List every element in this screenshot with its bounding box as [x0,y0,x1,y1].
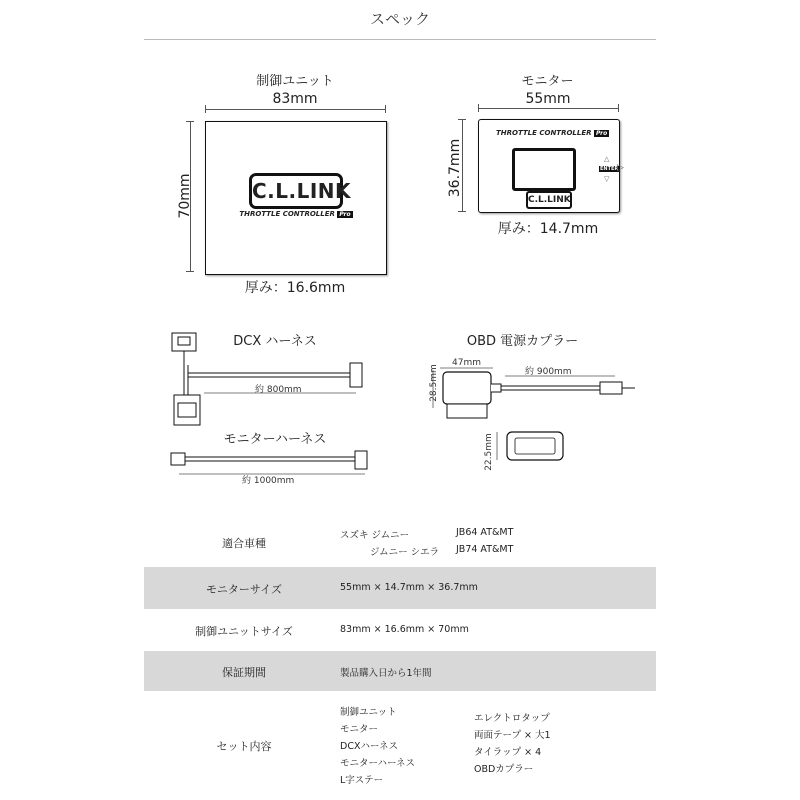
pro-badge: Pro [339,211,351,218]
control-unit-height: 70mm [177,173,193,219]
obd-width: 47mm [452,358,481,368]
control-unit-label: 制御ユニット [256,74,334,89]
monitor-box [478,119,624,213]
monitor-header [496,129,616,137]
dcx-harness-drawing [160,325,380,435]
obd-coupler-label: OBD 電源カプラー [466,334,579,349]
dcx-harness-label: DCX ハーネス [233,334,317,349]
obd-plug-height: 22.5mm [483,433,494,471]
spec-key: 制御ユニットサイズ [195,625,293,638]
contents-item: モニター [340,724,379,735]
cl-link-logo: C.L.LINK [249,173,343,209]
control-unit-width-line [205,109,386,110]
contents-item: モニターハーネス [340,758,416,769]
control-unit-thickness: 厚み：16.6mm [244,280,346,296]
monitor-width-line [478,108,619,109]
spec-key: 適合車種 [222,537,266,550]
vehicle-name: スズキ ジムニー [340,530,410,541]
spec-value: 83mm × 16.6mm × 70mm [340,624,469,635]
contents-item: L字ステー [340,775,384,786]
spec-row-vehicle [144,520,656,564]
spec-row-warranty [144,651,656,691]
down-arrow-icon: ▽ [604,175,610,183]
contents-item: 制御ユニット [340,707,397,718]
spec-row-unit-size [144,609,656,651]
control-unit-width: 83mm [272,91,318,107]
obd-length: 約 900mm [525,367,572,377]
spec-value: 55mm × 14.7mm × 36.7mm [340,582,478,593]
enter-button: ENTER [600,166,619,172]
dcx-harness-length: 約 800mm [255,385,302,395]
monitor-screen [512,148,576,191]
contents-item: タイラップ × 4 [474,747,542,758]
spec-key: 保証期間 [222,666,266,679]
spec-value: 製品購入日から1年間 [340,668,432,679]
title-divider [144,39,656,40]
monitor-width: 55mm [525,91,571,107]
vehicle-name: ジムニー シエラ [370,547,440,558]
vehicle-model: JB64 AT&MT [456,527,514,538]
monitor-harness-length: 約 1000mm [242,476,295,486]
monitor-harness-label: モニターハーネス [223,432,327,447]
contents-item: エレクトロタップ [474,713,550,724]
spec-row-contents [144,700,656,796]
spec-key: セット内容 [216,740,272,753]
monitor-pro-badge: Pro [595,130,608,137]
spec-row-monitor-size [144,567,656,609]
monitor-thickness: 厚み：14.7mm [497,221,599,237]
sub-logo-text: THROTTLE CONTROLLER [239,210,335,218]
sub-logo [236,210,356,218]
side-arrow-icon: ▷ [617,163,624,173]
control-unit-box [205,121,387,275]
up-arrow-icon: △ [604,155,610,163]
page-title: スペック [369,10,430,28]
monitor-cl-link-logo: C.L.LINK [526,191,572,209]
monitor-label: モニター [521,74,574,89]
spec-key: モニターサイズ [205,583,283,596]
vehicle-model: JB74 AT&MT [456,544,514,555]
contents-item: OBDカプラー [474,764,534,775]
obd-height: 28.5mm [428,364,439,402]
monitor-header-text: THROTTLE CONTROLLER [496,129,592,137]
contents-item: DCXハーネス [340,741,398,752]
monitor-height: 36.7mm [447,138,463,198]
contents-item: 両面テープ × 大1 [474,730,551,741]
obd-coupler-drawing [425,360,650,470]
